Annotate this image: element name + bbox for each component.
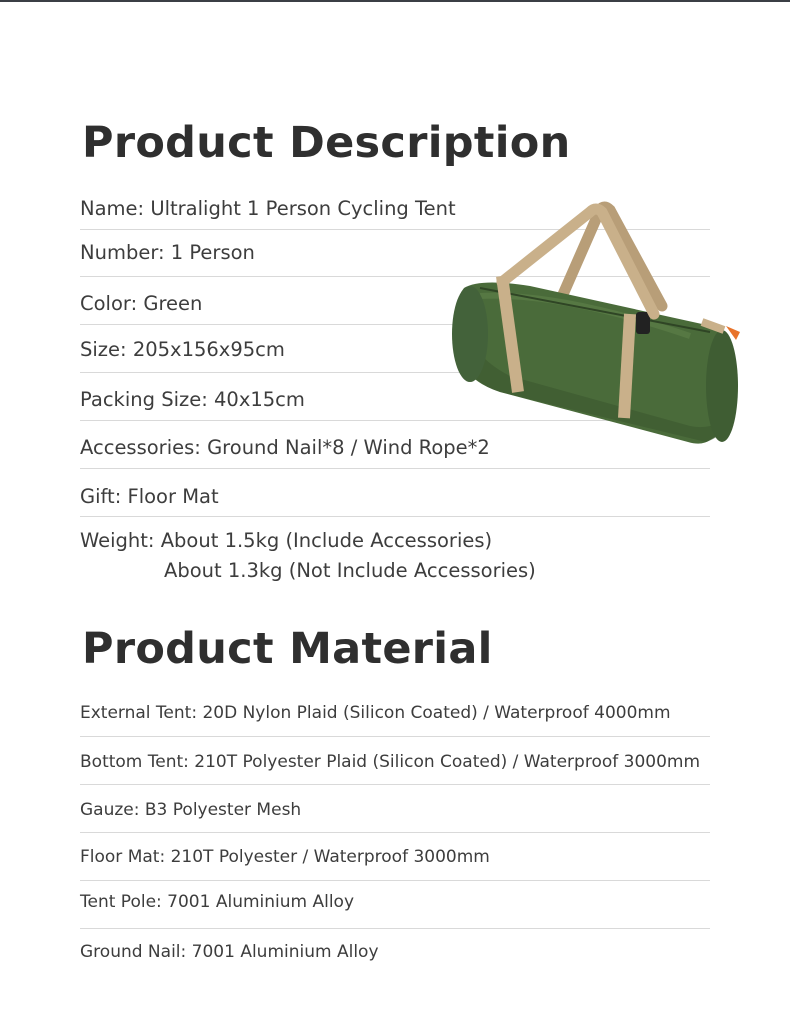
material-label: Bottom Tent: xyxy=(80,752,189,772)
material-value: 210T Polyester Plaid (Silicon Coated) / Waterproof 3000mm xyxy=(194,752,701,772)
spec-label: Accessories: xyxy=(80,436,201,459)
tent-bag-image xyxy=(440,196,760,456)
spec-value: Green xyxy=(143,292,203,315)
material-label: Gauze: xyxy=(80,800,140,820)
material-value: 210T Polyester / Waterproof 3000mm xyxy=(170,847,490,867)
material-value: 20D Nylon Plaid (Silicon Coated) / Waterproof 4000mm xyxy=(202,703,671,723)
material-value: B3 Polyester Mesh xyxy=(144,800,302,820)
material-row-gauze xyxy=(80,800,710,833)
spec-value: Ground Nail*8 / Wind Rope*2 xyxy=(207,436,490,459)
spec-label: Weight: xyxy=(80,529,155,552)
spec-value: Ultralight 1 Person Cycling Tent xyxy=(150,197,456,220)
material-row-bottom-tent xyxy=(80,752,710,785)
spec-label: Name: xyxy=(80,197,145,220)
spec-label: Number: xyxy=(80,241,165,264)
material-row-floor-mat xyxy=(80,847,710,881)
material-value: 7001 Aluminium Alloy xyxy=(167,892,355,912)
description-title: Product Description xyxy=(82,118,571,168)
material-row-ground-nail xyxy=(80,942,710,972)
spec-label: Size: xyxy=(80,338,127,361)
spec-label: Packing Size: xyxy=(80,388,208,411)
material-label: Tent Pole: xyxy=(80,892,162,912)
material-label: External Tent: xyxy=(80,703,198,723)
spec-value-weight-secondary: About 1.3kg (Not Include Accessories) xyxy=(164,559,536,582)
spec-value: 205x156x95cm xyxy=(132,338,285,361)
spec-row-gift xyxy=(80,485,710,517)
spec-label: Gift: xyxy=(80,485,122,508)
material-label: Ground Nail: xyxy=(80,942,187,962)
spec-value: Floor Mat xyxy=(127,485,219,508)
spec-value: 1 Person xyxy=(170,241,255,264)
top-border xyxy=(0,0,790,2)
material-row-tent-pole xyxy=(80,892,710,929)
spec-row-weight xyxy=(80,529,710,559)
spec-value: About 1.5kg (Include Accessories) xyxy=(160,529,493,552)
material-value: 7001 Aluminium Alloy xyxy=(191,942,379,962)
material-row-external-tent xyxy=(80,703,710,737)
spec-value: 40x15cm xyxy=(214,388,305,411)
material-title: Product Material xyxy=(82,624,493,674)
material-label: Floor Mat: xyxy=(80,847,166,867)
spec-label: Color: xyxy=(80,292,138,315)
